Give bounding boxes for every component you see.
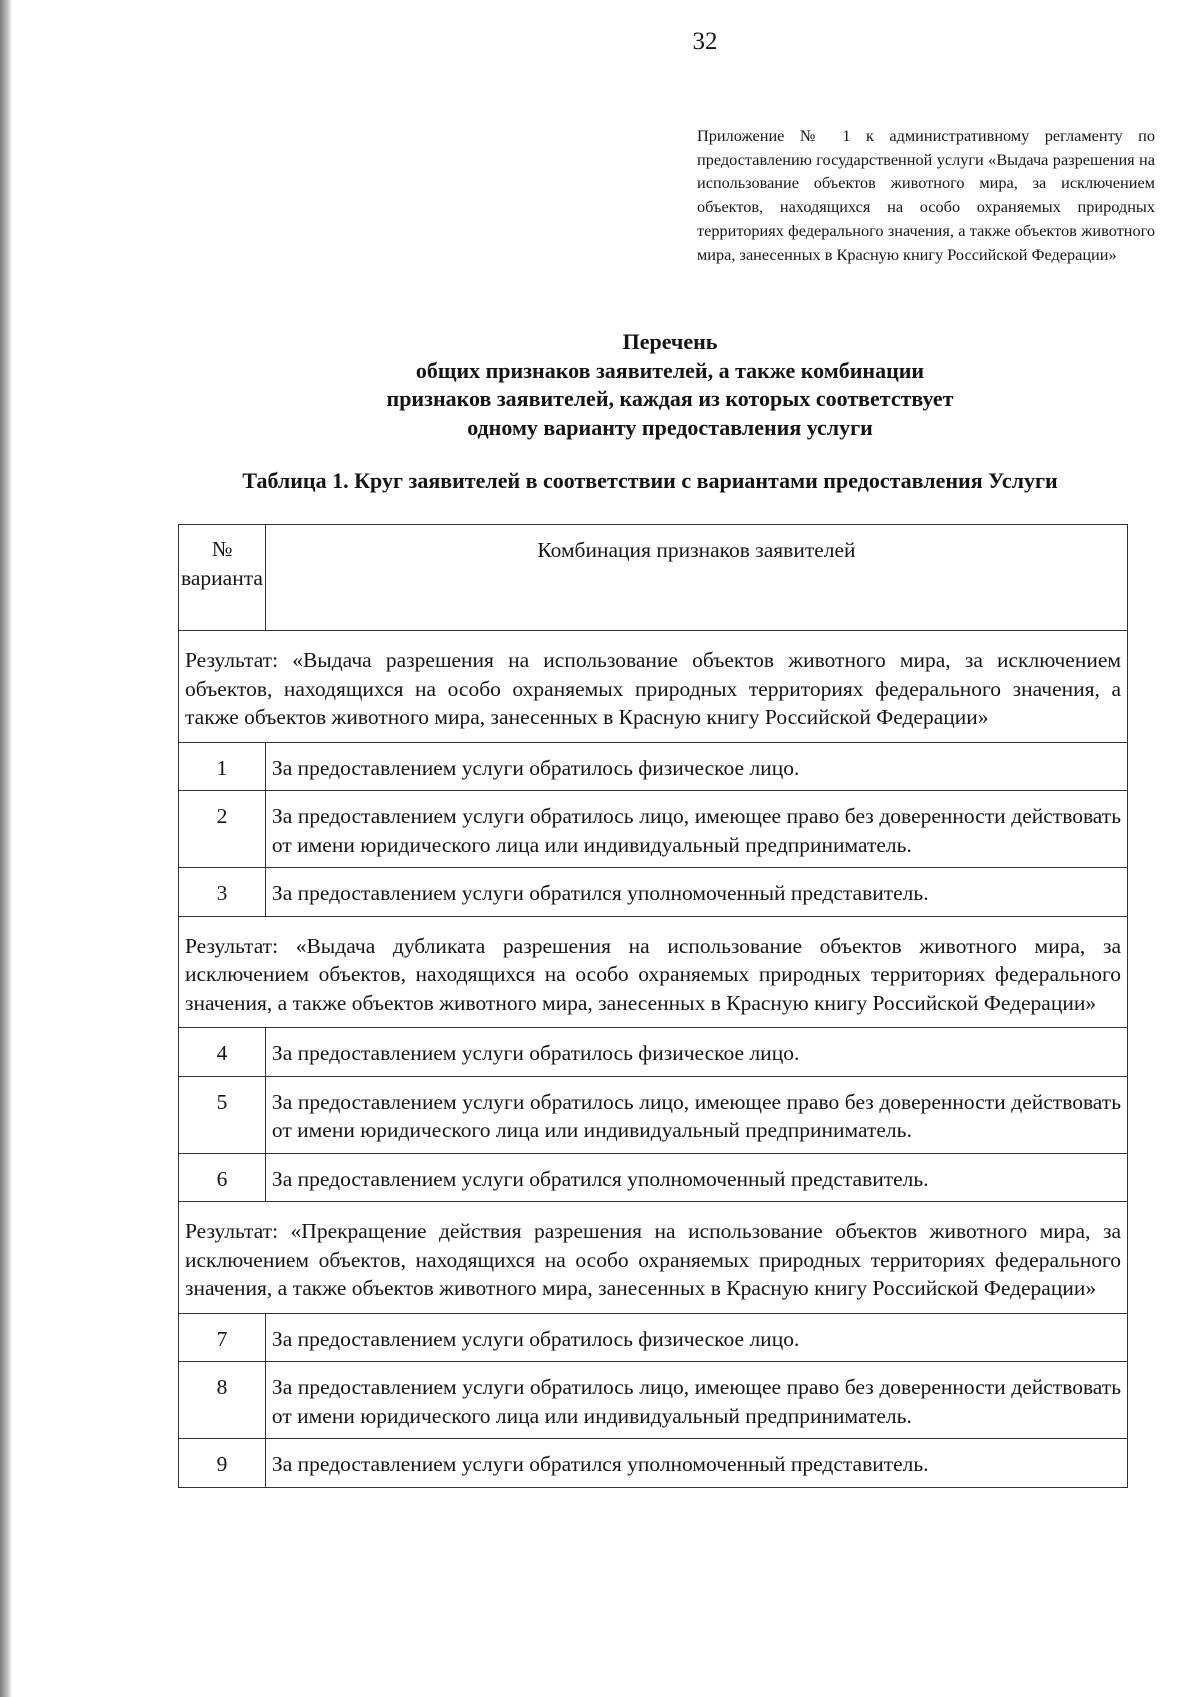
- variant-number: 3: [179, 868, 266, 917]
- variant-description: За предоставлением услуги обратилось физическое лицо.: [265, 742, 1127, 791]
- table-row: [179, 742, 1128, 791]
- table-row: [179, 791, 1128, 868]
- variant-description: За предоставлением услуги обратилось лицо, имеющее право без доверенности действовать от имени юридического лица или индивидуальный предприниматель.: [265, 1076, 1127, 1153]
- result-section-row: [179, 916, 1128, 1028]
- variant-description: За предоставлением услуги обратилось физическое лицо.: [265, 1028, 1127, 1077]
- heading-line: Перечень: [622, 329, 718, 354]
- variant-number: 9: [179, 1439, 266, 1488]
- variant-number: 7: [179, 1313, 266, 1362]
- result-section-row: [179, 631, 1128, 743]
- variant-number: 1: [179, 742, 266, 791]
- variant-description: За предоставлением услуги обратился уполномоченный представитель.: [265, 868, 1127, 917]
- variant-description: За предоставлением услуги обратился уполномоченный представитель.: [265, 1153, 1127, 1202]
- result-section-text: Результат: «Выдача дубликата разрешения на использование объектов животного мира, за исключением объектов, находящихся на особо охраняемых природных территориях федерального значения, а также объектов животного мира, занесенных в Красную книгу Российской Федерации»: [179, 916, 1128, 1028]
- page-number: 32: [692, 28, 718, 55]
- variant-description: За предоставлением услуги обратилось физическое лицо.: [265, 1313, 1127, 1362]
- variant-description: За предоставлением услуги обратилось лицо, имеющее право без доверенности действовать от имени юридического лица или индивидуальный предприниматель.: [265, 1362, 1127, 1439]
- heading-line: одному варианту предоставления услуги: [467, 414, 873, 440]
- table-caption: Таблица 1. Круг заявителей в соответствии с вариантами предоставления Услуги: [242, 468, 1058, 493]
- table-header-row: [179, 525, 1128, 631]
- variant-number: 6: [179, 1153, 266, 1202]
- header-variant-number: № варианта: [179, 525, 266, 631]
- document-heading: [200, 328, 1140, 442]
- variant-number: 4: [179, 1028, 266, 1077]
- table-row: [179, 1028, 1128, 1077]
- variant-number: 5: [179, 1076, 266, 1153]
- table-row: [179, 1439, 1128, 1488]
- variant-description: За предоставлением услуги обратилось лицо, имеющее право без доверенности действовать от имени юридического лица или индивидуальный предприниматель.: [265, 791, 1127, 868]
- result-section-text: Результат: «Прекращение действия разрешения на использование объектов животного мира, за исключением объектов, находящихся на особо охраняемых природных территориях федерального значения, а также объектов животного мира, занесенных в Красную книгу Российской Федерации»: [179, 1202, 1128, 1314]
- applicants-table: [178, 524, 1128, 1488]
- table-row: [179, 1362, 1128, 1439]
- variant-number: 8: [179, 1362, 266, 1439]
- table-row: [179, 1153, 1128, 1202]
- table-row: [179, 1313, 1128, 1362]
- variant-number: 2: [179, 791, 266, 868]
- result-section-text: Результат: «Выдача разрешения на использование объектов животного мира, за исключением объектов, находящихся на особо охраняемых природных территориях федерального значения, а также объектов животного мира, занесенных в Красную книгу Российской Федерации»: [179, 631, 1128, 743]
- variant-description: За предоставлением услуги обратился уполномоченный представитель.: [265, 1439, 1127, 1488]
- table-row: [179, 1076, 1128, 1153]
- heading-line: признаков заявителей, каждая из которых соответствует: [386, 386, 954, 411]
- heading-line: общих признаков заявителей, а также комбинации: [415, 357, 925, 383]
- appendix-note: Приложение № 1 к административному регламенту по предоставлению государственной услуги «Выдача разрешения на использование объектов животного мира, за исключением объектов, находящихся на особо охраняемых природных территориях федерального значения, а также объектов животного мира, занесенных в Красную книгу Российской Федерации»: [697, 126, 1155, 264]
- header-combination: Комбинация признаков заявителей: [265, 525, 1127, 631]
- table-row: [179, 868, 1128, 917]
- result-section-row: [179, 1202, 1128, 1314]
- scan-edge-shadow: [0, 0, 12, 1697]
